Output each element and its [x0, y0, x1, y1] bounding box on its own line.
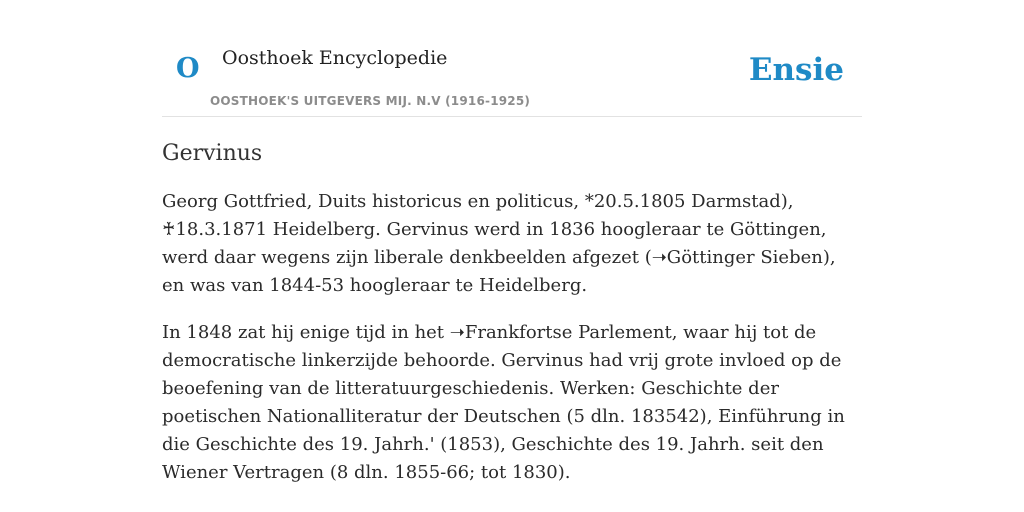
publication-title-link[interactable]: Oosthoek Encyclopedie: [222, 47, 448, 69]
ensie-brand-logo[interactable]: Ensie: [748, 52, 844, 88]
publication-logo-icon[interactable]: O: [176, 53, 200, 84]
article: [162, 138, 862, 487]
encyclopedia-header: [162, 36, 862, 117]
publisher-subtitle: OOSTHOEK'S UITGEVERS MIJ. N.V (1916-1925): [210, 94, 531, 108]
article-paragraph: Georg Gottfried, Duits historicus en politicus, *20.5.1805 Darmstad), ♰18.3.1871 Heidelberg. Gervinus werd in 1836 hoogleraar te Göttingen, werd daar wegens zijn liberale denkbeelden afgezet (➝Göttinger Sieben), en was van 1844-53 hoogleraar te Heidelberg.: [162, 191, 836, 296]
article-title: Gervinus: [162, 141, 263, 166]
article-paragraph: In 1848 zat hij enige tijd in het ➝Frankfortse Parlement, waar hij tot de democratische linkerzijde behoorde. Gervinus had vrij grote invloed op de beoefening van de litteratuurgeschiedenis. Werken: Geschichte der poetischen Nationalliteratur der Deutschen (5 dln. 183542), Einführung in die Geschichte des 19. Jahrh.' (1853), Geschichte des 19. Jahrh. seit den Wiener Vertragen (8 dln. 1855-66; tot 1830).: [162, 322, 845, 483]
